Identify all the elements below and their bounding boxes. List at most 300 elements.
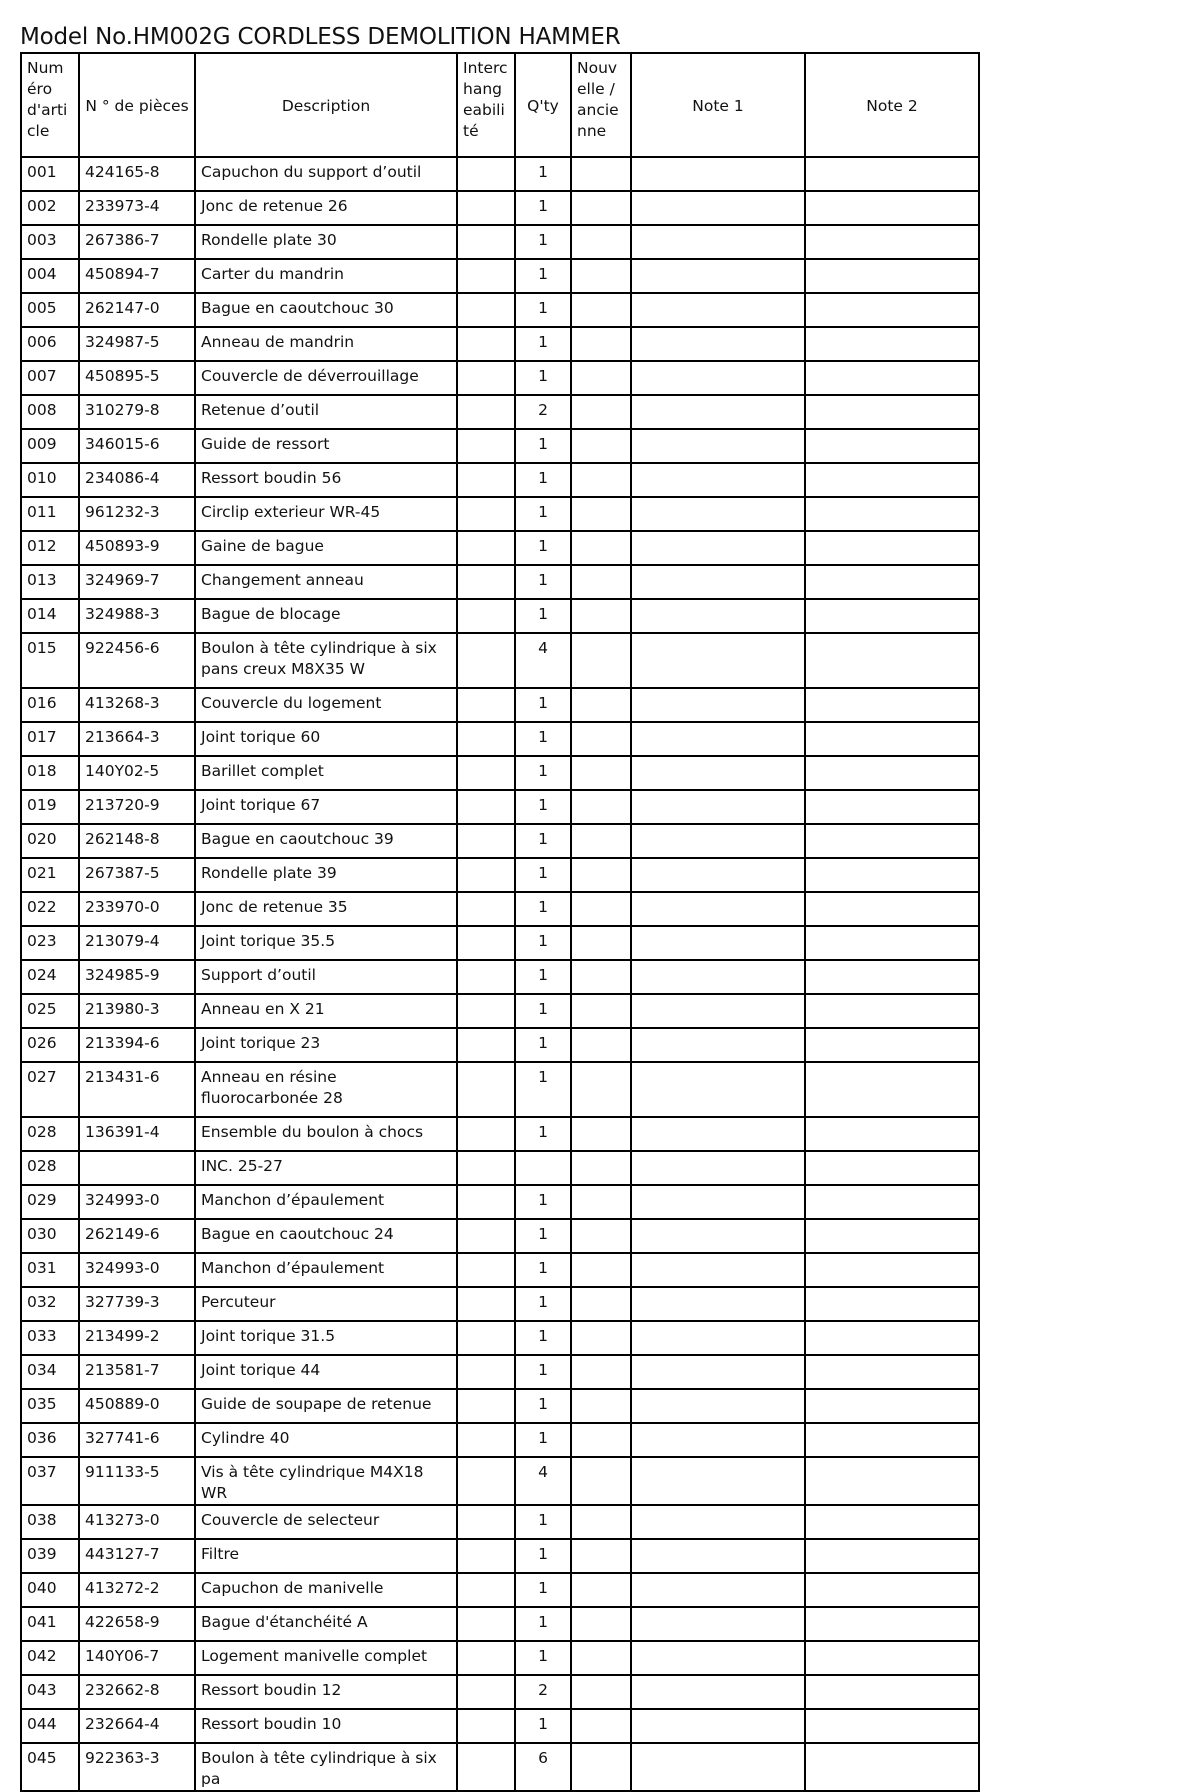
cell-description: Bague de blocage <box>195 599 457 633</box>
cell-interchangeability <box>457 1743 515 1791</box>
cell-qty: 1 <box>515 429 571 463</box>
cell-item-no: 018 <box>21 756 79 790</box>
cell-new-old <box>571 463 631 497</box>
cell-item-no: 001 <box>21 157 79 191</box>
cell-new-old <box>571 790 631 824</box>
cell-description: Joint torique 44 <box>195 1355 457 1389</box>
cell-qty: 4 <box>515 1457 571 1505</box>
table-row <box>21 1457 979 1505</box>
table-row <box>21 497 979 531</box>
cell-description: Bague en caoutchouc 24 <box>195 1219 457 1253</box>
table-row <box>21 960 979 994</box>
cell-new-old <box>571 1253 631 1287</box>
cell-description: Joint torique 67 <box>195 790 457 824</box>
cell-new-old <box>571 361 631 395</box>
cell-interchangeability <box>457 722 515 756</box>
cell-qty: 1 <box>515 1321 571 1355</box>
cell-note2 <box>805 1389 979 1423</box>
cell-item-no: 036 <box>21 1423 79 1457</box>
cell-new-old <box>571 327 631 361</box>
cell-item-no: 028 <box>21 1117 79 1151</box>
cell-qty: 1 <box>515 756 571 790</box>
cell-item-no: 042 <box>21 1641 79 1675</box>
cell-note1 <box>631 858 805 892</box>
table-row <box>21 994 979 1028</box>
cell-note1 <box>631 1028 805 1062</box>
cell-interchangeability <box>457 429 515 463</box>
table-row <box>21 1607 979 1641</box>
cell-interchangeability <box>457 1185 515 1219</box>
cell-description: Support d’outil <box>195 960 457 994</box>
cell-note2 <box>805 1709 979 1743</box>
table-row <box>21 790 979 824</box>
cell-interchangeability <box>457 293 515 327</box>
cell-part-no: 213720-9 <box>79 790 195 824</box>
cell-qty: 1 <box>515 293 571 327</box>
cell-note2 <box>805 1062 979 1117</box>
cell-note2 <box>805 259 979 293</box>
table-row <box>21 1117 979 1151</box>
cell-note1 <box>631 1641 805 1675</box>
cell-interchangeability <box>457 1457 515 1505</box>
cell-description: Ensemble du boulon à chocs <box>195 1117 457 1151</box>
cell-qty: 1 <box>515 926 571 960</box>
cell-note2 <box>805 1505 979 1539</box>
cell-interchangeability <box>457 327 515 361</box>
cell-note2 <box>805 960 979 994</box>
cell-note2 <box>805 429 979 463</box>
cell-interchangeability <box>457 858 515 892</box>
cell-new-old <box>571 1185 631 1219</box>
table-row <box>21 892 979 926</box>
cell-description: Percuteur <box>195 1287 457 1321</box>
parts-table-body <box>21 157 979 1791</box>
cell-item-no: 020 <box>21 824 79 858</box>
cell-item-no: 035 <box>21 1389 79 1423</box>
cell-item-no: 009 <box>21 429 79 463</box>
header-part-no: N ° de pièces <box>79 53 195 157</box>
cell-part-no: 324988-3 <box>79 599 195 633</box>
cell-interchangeability <box>457 599 515 633</box>
header-qty: Q'ty <box>515 53 571 157</box>
cell-part-no: 136391-4 <box>79 1117 195 1151</box>
cell-part-no: 267387-5 <box>79 858 195 892</box>
cell-new-old <box>571 858 631 892</box>
cell-note2 <box>805 688 979 722</box>
cell-qty: 1 <box>515 1423 571 1457</box>
table-row <box>21 858 979 892</box>
cell-interchangeability <box>457 1505 515 1539</box>
cell-note2 <box>805 1457 979 1505</box>
cell-description: Jonc de retenue 35 <box>195 892 457 926</box>
table-row <box>21 361 979 395</box>
cell-note2 <box>805 824 979 858</box>
cell-part-no <box>79 1151 195 1185</box>
cell-qty: 6 <box>515 1743 571 1791</box>
cell-description: Anneau de mandrin <box>195 327 457 361</box>
cell-note1 <box>631 926 805 960</box>
cell-description: Anneau en résine fluorocarbonée 28 <box>195 1062 457 1117</box>
cell-interchangeability <box>457 259 515 293</box>
cell-description: Circlip exterieur WR-45 <box>195 497 457 531</box>
table-row <box>21 926 979 960</box>
cell-item-no: 003 <box>21 225 79 259</box>
cell-new-old <box>571 497 631 531</box>
cell-part-no: 324969-7 <box>79 565 195 599</box>
cell-qty: 1 <box>515 994 571 1028</box>
cell-description: Ressort boudin 12 <box>195 1675 457 1709</box>
cell-description: Jonc de retenue 26 <box>195 191 457 225</box>
cell-new-old <box>571 926 631 960</box>
cell-item-no: 002 <box>21 191 79 225</box>
cell-qty: 1 <box>515 1062 571 1117</box>
cell-note1 <box>631 633 805 688</box>
cell-description: Gaine de bague <box>195 531 457 565</box>
cell-interchangeability <box>457 926 515 960</box>
cell-new-old <box>571 1539 631 1573</box>
table-row <box>21 722 979 756</box>
cell-note1 <box>631 1743 805 1791</box>
cell-note2 <box>805 395 979 429</box>
table-row <box>21 1062 979 1117</box>
cell-interchangeability <box>457 1321 515 1355</box>
cell-new-old <box>571 1607 631 1641</box>
cell-item-no: 032 <box>21 1287 79 1321</box>
cell-note1 <box>631 531 805 565</box>
cell-item-no: 024 <box>21 960 79 994</box>
cell-part-no: 324993-0 <box>79 1185 195 1219</box>
table-row <box>21 1709 979 1743</box>
table-row <box>21 824 979 858</box>
cell-new-old <box>571 1287 631 1321</box>
cell-note2 <box>805 1321 979 1355</box>
cell-interchangeability <box>457 395 515 429</box>
table-row <box>21 531 979 565</box>
cell-qty: 1 <box>515 1355 571 1389</box>
cell-part-no: 911133-5 <box>79 1457 195 1505</box>
cell-part-no: 443127-7 <box>79 1539 195 1573</box>
cell-new-old <box>571 1641 631 1675</box>
header-row <box>21 53 979 157</box>
cell-interchangeability <box>457 633 515 688</box>
table-row <box>21 756 979 790</box>
table-row <box>21 395 979 429</box>
header-item-no-text: Numéro d'article <box>27 59 68 140</box>
cell-note1 <box>631 599 805 633</box>
cell-interchangeability <box>457 1151 515 1185</box>
cell-qty: 1 <box>515 1219 571 1253</box>
cell-qty: 1 <box>515 191 571 225</box>
cell-part-no: 413272-2 <box>79 1573 195 1607</box>
cell-new-old <box>571 688 631 722</box>
cell-new-old <box>571 756 631 790</box>
cell-item-no: 025 <box>21 994 79 1028</box>
cell-new-old <box>571 1028 631 1062</box>
cell-interchangeability <box>457 565 515 599</box>
cell-description: Guide de ressort <box>195 429 457 463</box>
cell-item-no: 037 <box>21 1457 79 1505</box>
cell-note2 <box>805 722 979 756</box>
cell-note1 <box>631 1062 805 1117</box>
cell-note2 <box>805 1675 979 1709</box>
cell-qty: 1 <box>515 1573 571 1607</box>
table-row <box>21 1539 979 1573</box>
cell-part-no: 922363-3 <box>79 1743 195 1791</box>
table-row <box>21 1505 979 1539</box>
cell-interchangeability <box>457 1355 515 1389</box>
cell-note1 <box>631 688 805 722</box>
cell-interchangeability <box>457 960 515 994</box>
cell-part-no: 310279-8 <box>79 395 195 429</box>
table-row <box>21 1355 979 1389</box>
cell-interchangeability <box>457 157 515 191</box>
cell-new-old <box>571 1355 631 1389</box>
cell-note1 <box>631 824 805 858</box>
cell-note2 <box>805 1641 979 1675</box>
cell-note1 <box>631 1607 805 1641</box>
cell-description: Logement manivelle complet <box>195 1641 457 1675</box>
table-row <box>21 1321 979 1355</box>
cell-qty: 1 <box>515 565 571 599</box>
table-row <box>21 429 979 463</box>
cell-part-no: 961232-3 <box>79 497 195 531</box>
cell-new-old <box>571 395 631 429</box>
table-row <box>21 191 979 225</box>
cell-part-no: 450894-7 <box>79 259 195 293</box>
cell-interchangeability <box>457 1641 515 1675</box>
cell-interchangeability <box>457 1709 515 1743</box>
cell-item-no: 017 <box>21 722 79 756</box>
cell-note1 <box>631 1389 805 1423</box>
cell-part-no: 450893-9 <box>79 531 195 565</box>
cell-part-no: 327741-6 <box>79 1423 195 1457</box>
cell-new-old <box>571 1062 631 1117</box>
cell-note1 <box>631 1117 805 1151</box>
header-interchangeability <box>457 53 515 157</box>
cell-note2 <box>805 497 979 531</box>
cell-note2 <box>805 225 979 259</box>
cell-description: Carter du mandrin <box>195 259 457 293</box>
cell-qty: 1 <box>515 497 571 531</box>
cell-interchangeability <box>457 688 515 722</box>
cell-qty: 1 <box>515 1287 571 1321</box>
cell-note1 <box>631 960 805 994</box>
cell-interchangeability <box>457 1253 515 1287</box>
cell-note2 <box>805 1743 979 1791</box>
cell-qty: 1 <box>515 1185 571 1219</box>
cell-item-no: 038 <box>21 1505 79 1539</box>
cell-qty: 1 <box>515 531 571 565</box>
table-row <box>21 1028 979 1062</box>
cell-item-no: 044 <box>21 1709 79 1743</box>
cell-interchangeability <box>457 790 515 824</box>
cell-interchangeability <box>457 1389 515 1423</box>
cell-new-old <box>571 1117 631 1151</box>
cell-note2 <box>805 327 979 361</box>
cell-new-old <box>571 1743 631 1791</box>
cell-note1 <box>631 191 805 225</box>
cell-note2 <box>805 191 979 225</box>
cell-note2 <box>805 599 979 633</box>
cell-part-no: 324987-5 <box>79 327 195 361</box>
cell-qty: 1 <box>515 858 571 892</box>
cell-item-no: 006 <box>21 327 79 361</box>
cell-interchangeability <box>457 1573 515 1607</box>
cell-item-no: 033 <box>21 1321 79 1355</box>
cell-new-old <box>571 1321 631 1355</box>
table-row <box>21 565 979 599</box>
cell-note1 <box>631 1321 805 1355</box>
cell-item-no: 022 <box>21 892 79 926</box>
cell-interchangeability <box>457 1117 515 1151</box>
cell-note2 <box>805 1028 979 1062</box>
cell-new-old <box>571 599 631 633</box>
cell-qty <box>515 1151 571 1185</box>
cell-note2 <box>805 293 979 327</box>
cell-item-no: 027 <box>21 1062 79 1117</box>
cell-note1 <box>631 395 805 429</box>
cell-note1 <box>631 327 805 361</box>
cell-interchangeability <box>457 191 515 225</box>
cell-description: Rondelle plate 30 <box>195 225 457 259</box>
cell-part-no: 346015-6 <box>79 429 195 463</box>
cell-description: Capuchon de manivelle <box>195 1573 457 1607</box>
table-row <box>21 225 979 259</box>
cell-qty: 4 <box>515 633 571 688</box>
cell-interchangeability <box>457 994 515 1028</box>
cell-note2 <box>805 1573 979 1607</box>
cell-part-no: 267386-7 <box>79 225 195 259</box>
cell-note2 <box>805 565 979 599</box>
table-row <box>21 1219 979 1253</box>
cell-interchangeability <box>457 531 515 565</box>
cell-part-no: 213394-6 <box>79 1028 195 1062</box>
cell-part-no: 213664-3 <box>79 722 195 756</box>
cell-note1 <box>631 756 805 790</box>
cell-qty: 1 <box>515 1607 571 1641</box>
cell-part-no: 213581-7 <box>79 1355 195 1389</box>
cell-note1 <box>631 892 805 926</box>
cell-qty: 1 <box>515 1505 571 1539</box>
cell-interchangeability <box>457 463 515 497</box>
cell-part-no: 262149-6 <box>79 1219 195 1253</box>
cell-qty: 1 <box>515 960 571 994</box>
cell-description: INC. 25-27 <box>195 1151 457 1185</box>
cell-note1 <box>631 790 805 824</box>
cell-new-old <box>571 1389 631 1423</box>
cell-interchangeability <box>457 1675 515 1709</box>
cell-new-old <box>571 429 631 463</box>
cell-note2 <box>805 926 979 960</box>
cell-item-no: 010 <box>21 463 79 497</box>
cell-qty: 1 <box>515 688 571 722</box>
cell-description: Barillet complet <box>195 756 457 790</box>
cell-new-old <box>571 191 631 225</box>
cell-note2 <box>805 1539 979 1573</box>
cell-description: Bague en caoutchouc 30 <box>195 293 457 327</box>
cell-item-no: 026 <box>21 1028 79 1062</box>
cell-note1 <box>631 225 805 259</box>
cell-description: Bague en caoutchouc 39 <box>195 824 457 858</box>
cell-description: Joint torique 60 <box>195 722 457 756</box>
cell-note1 <box>631 463 805 497</box>
cell-part-no: 922456-6 <box>79 633 195 688</box>
table-row <box>21 157 979 191</box>
cell-note2 <box>805 157 979 191</box>
cell-part-no: 327739-3 <box>79 1287 195 1321</box>
cell-note2 <box>805 1185 979 1219</box>
cell-new-old <box>571 1151 631 1185</box>
header-note2: Note 2 <box>805 53 979 157</box>
cell-note1 <box>631 565 805 599</box>
header-interchangeability-text: Interchangeabilité <box>463 59 508 140</box>
cell-item-no: 016 <box>21 688 79 722</box>
cell-new-old <box>571 259 631 293</box>
cell-interchangeability <box>457 1287 515 1321</box>
cell-note1 <box>631 429 805 463</box>
cell-item-no: 005 <box>21 293 79 327</box>
cell-qty: 1 <box>515 1028 571 1062</box>
cell-part-no: 232664-4 <box>79 1709 195 1743</box>
cell-item-no: 004 <box>21 259 79 293</box>
cell-note1 <box>631 1355 805 1389</box>
table-row <box>21 1641 979 1675</box>
cell-new-old <box>571 1573 631 1607</box>
cell-part-no: 262148-8 <box>79 824 195 858</box>
cell-interchangeability <box>457 1607 515 1641</box>
cell-new-old <box>571 293 631 327</box>
cell-interchangeability <box>457 1028 515 1062</box>
cell-note1 <box>631 293 805 327</box>
cell-part-no: 213079-4 <box>79 926 195 960</box>
table-row <box>21 1389 979 1423</box>
cell-new-old <box>571 225 631 259</box>
cell-interchangeability <box>457 1219 515 1253</box>
cell-note1 <box>631 1253 805 1287</box>
cell-qty: 1 <box>515 892 571 926</box>
cell-note1 <box>631 361 805 395</box>
cell-interchangeability <box>457 1423 515 1457</box>
cell-note2 <box>805 1117 979 1151</box>
table-row <box>21 463 979 497</box>
cell-note1 <box>631 1505 805 1539</box>
cell-interchangeability <box>457 756 515 790</box>
cell-description: Joint torique 23 <box>195 1028 457 1062</box>
cell-item-no: 008 <box>21 395 79 429</box>
cell-interchangeability <box>457 824 515 858</box>
table-row <box>21 633 979 688</box>
cell-new-old <box>571 1457 631 1505</box>
cell-note2 <box>805 633 979 688</box>
cell-qty: 1 <box>515 327 571 361</box>
cell-qty: 1 <box>515 157 571 191</box>
cell-item-no: 043 <box>21 1675 79 1709</box>
cell-part-no: 262147-0 <box>79 293 195 327</box>
cell-part-no: 450889-0 <box>79 1389 195 1423</box>
cell-qty: 1 <box>515 361 571 395</box>
cell-new-old <box>571 824 631 858</box>
cell-qty: 2 <box>515 1675 571 1709</box>
cell-qty: 1 <box>515 225 571 259</box>
cell-part-no: 234086-4 <box>79 463 195 497</box>
cell-new-old <box>571 892 631 926</box>
cell-part-no: 413268-3 <box>79 688 195 722</box>
table-row <box>21 688 979 722</box>
cell-note2 <box>805 790 979 824</box>
cell-description: Couvercle de selecteur <box>195 1505 457 1539</box>
cell-qty: 1 <box>515 1709 571 1743</box>
cell-item-no: 013 <box>21 565 79 599</box>
